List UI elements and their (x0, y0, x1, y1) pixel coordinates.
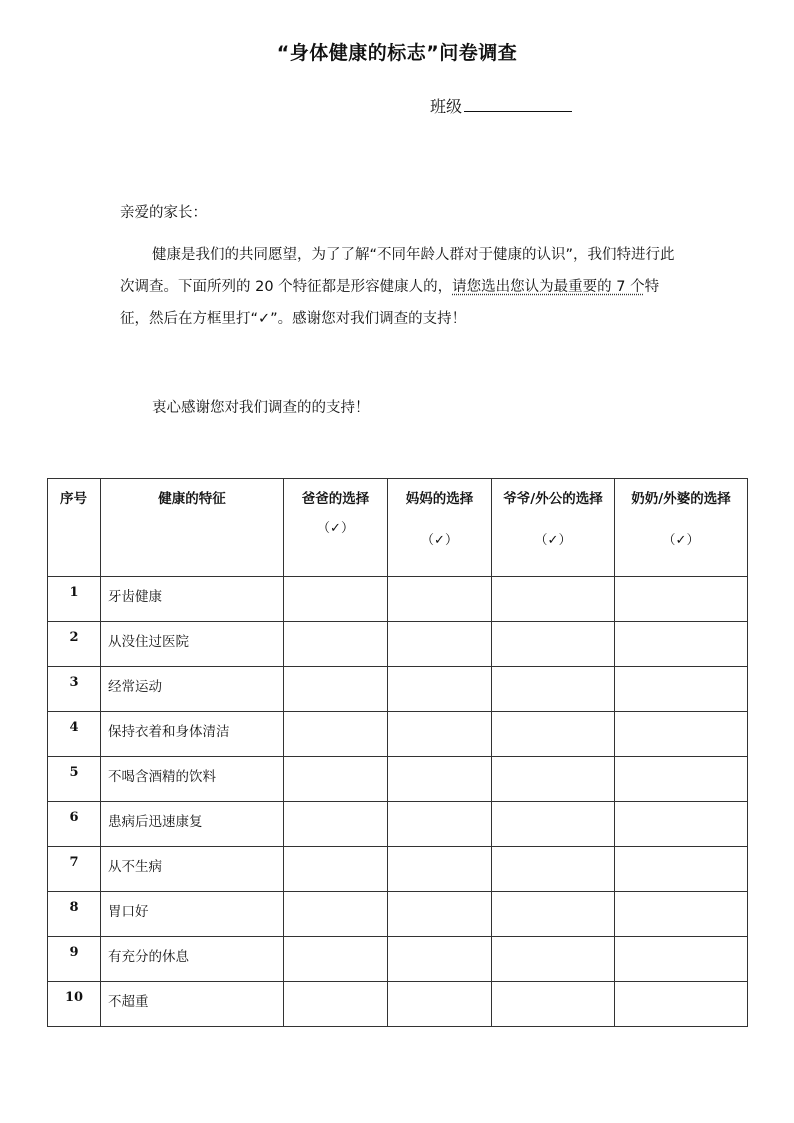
mom-choice-cell[interactable] (388, 622, 492, 667)
row-number: 4 (48, 712, 101, 757)
grandma-choice-cell[interactable] (615, 577, 748, 622)
dad-choice-cell[interactable] (284, 622, 388, 667)
grandpa-choice-cell[interactable] (492, 577, 615, 622)
header-mom: 妈妈的选择 （✓） (388, 479, 492, 577)
grandma-choice-cell[interactable] (615, 712, 748, 757)
row-feature: 患病后迅速康复 (101, 802, 284, 847)
checkmark-hint: （✓） (662, 533, 700, 548)
table-row (48, 712, 748, 757)
grandpa-choice-cell[interactable] (492, 982, 615, 1027)
row-number: 2 (48, 622, 101, 667)
intro-emphasis: 请您选出您认为最重要的 7 个 (452, 279, 645, 295)
greeting: 亲爱的家长： (120, 205, 207, 221)
header-grandpa: 爷爷/外公的选择 （✓） (492, 479, 615, 577)
row-number: 8 (48, 892, 101, 937)
checkmark-hint: （✓） (317, 521, 354, 536)
header-grandma: 奶奶/外婆的选择 （✓） (615, 479, 748, 577)
grandma-choice-cell[interactable] (615, 982, 748, 1027)
intro-part2: 特征，然后在方框里打“✓”。感谢您对我们调查的支持！ (120, 279, 660, 327)
row-feature: 牙齿健康 (101, 577, 284, 622)
row-number: 6 (48, 802, 101, 847)
checkmark-hint: （✓） (534, 533, 572, 548)
row-feature: 从没住过医院 (101, 622, 284, 667)
dad-choice-cell[interactable] (284, 982, 388, 1027)
mom-choice-cell[interactable] (388, 712, 492, 757)
table-row (48, 802, 748, 847)
grandpa-choice-cell[interactable] (492, 712, 615, 757)
row-number: 3 (48, 667, 101, 712)
checkmark-hint: （✓） (421, 533, 458, 548)
class-blank[interactable] (464, 97, 572, 112)
row-feature: 有充分的休息 (101, 937, 284, 982)
intro-part1: 健康是我们的共同愿望，为了了解“不同年龄人群对于健康的认识”，我们特进行此次调查。下面所列的 20 个特征都是形容健康人的， (120, 247, 675, 295)
grandma-choice-cell[interactable] (615, 802, 748, 847)
table-row (48, 622, 748, 667)
grandma-choice-cell[interactable] (615, 847, 748, 892)
table-row (48, 892, 748, 937)
mom-choice-cell[interactable] (388, 802, 492, 847)
row-feature: 经常运动 (101, 667, 284, 712)
grandma-choice-cell[interactable] (615, 892, 748, 937)
grandpa-choice-cell[interactable] (492, 937, 615, 982)
survey-table (47, 478, 748, 1027)
mom-choice-cell[interactable] (388, 577, 492, 622)
header-seq: 序号 (48, 479, 101, 577)
table-row (48, 847, 748, 892)
class-label: 班级 (430, 97, 463, 116)
mom-choice-cell[interactable] (388, 757, 492, 802)
table-row (48, 577, 748, 622)
row-feature: 保持衣着和身体清洁 (101, 712, 284, 757)
intro-paragraph (120, 239, 680, 335)
header-feature: 健康的特征 (101, 479, 284, 577)
row-number: 5 (48, 757, 101, 802)
row-number: 7 (48, 847, 101, 892)
row-number: 10 (48, 982, 101, 1027)
mom-choice-cell[interactable] (388, 937, 492, 982)
class-field (430, 94, 572, 117)
row-feature: 不超重 (101, 982, 284, 1027)
table-header-row (48, 479, 748, 577)
grandpa-choice-cell[interactable] (492, 622, 615, 667)
closing-text: 衷心感谢您对我们调查的的支持！ (152, 400, 370, 416)
row-number: 9 (48, 937, 101, 982)
table-row (48, 937, 748, 982)
row-feature: 从不生病 (101, 847, 284, 892)
dad-choice-cell[interactable] (284, 802, 388, 847)
table-row (48, 982, 748, 1027)
page-title: “身体健康的标志”问卷调查 (276, 42, 518, 64)
row-number: 1 (48, 577, 101, 622)
grandpa-choice-cell[interactable] (492, 802, 615, 847)
grandma-choice-cell[interactable] (615, 667, 748, 712)
grandpa-choice-cell[interactable] (492, 757, 615, 802)
table-row (48, 667, 748, 712)
grandma-choice-cell[interactable] (615, 622, 748, 667)
dad-choice-cell[interactable] (284, 892, 388, 937)
mom-choice-cell[interactable] (388, 667, 492, 712)
row-feature: 不喝含酒精的饮料 (101, 757, 284, 802)
table-row (48, 757, 748, 802)
dad-choice-cell[interactable] (284, 847, 388, 892)
dad-choice-cell[interactable] (284, 937, 388, 982)
mom-choice-cell[interactable] (388, 847, 492, 892)
mom-choice-cell[interactable] (388, 982, 492, 1027)
grandpa-choice-cell[interactable] (492, 847, 615, 892)
header-dad: 爸爸的选择 （✓） (284, 479, 388, 577)
grandma-choice-cell[interactable] (615, 937, 748, 982)
dad-choice-cell[interactable] (284, 577, 388, 622)
row-feature: 胃口好 (101, 892, 284, 937)
dad-choice-cell[interactable] (284, 757, 388, 802)
grandpa-choice-cell[interactable] (492, 892, 615, 937)
grandma-choice-cell[interactable] (615, 757, 748, 802)
mom-choice-cell[interactable] (388, 892, 492, 937)
grandpa-choice-cell[interactable] (492, 667, 615, 712)
dad-choice-cell[interactable] (284, 667, 388, 712)
dad-choice-cell[interactable] (284, 712, 388, 757)
